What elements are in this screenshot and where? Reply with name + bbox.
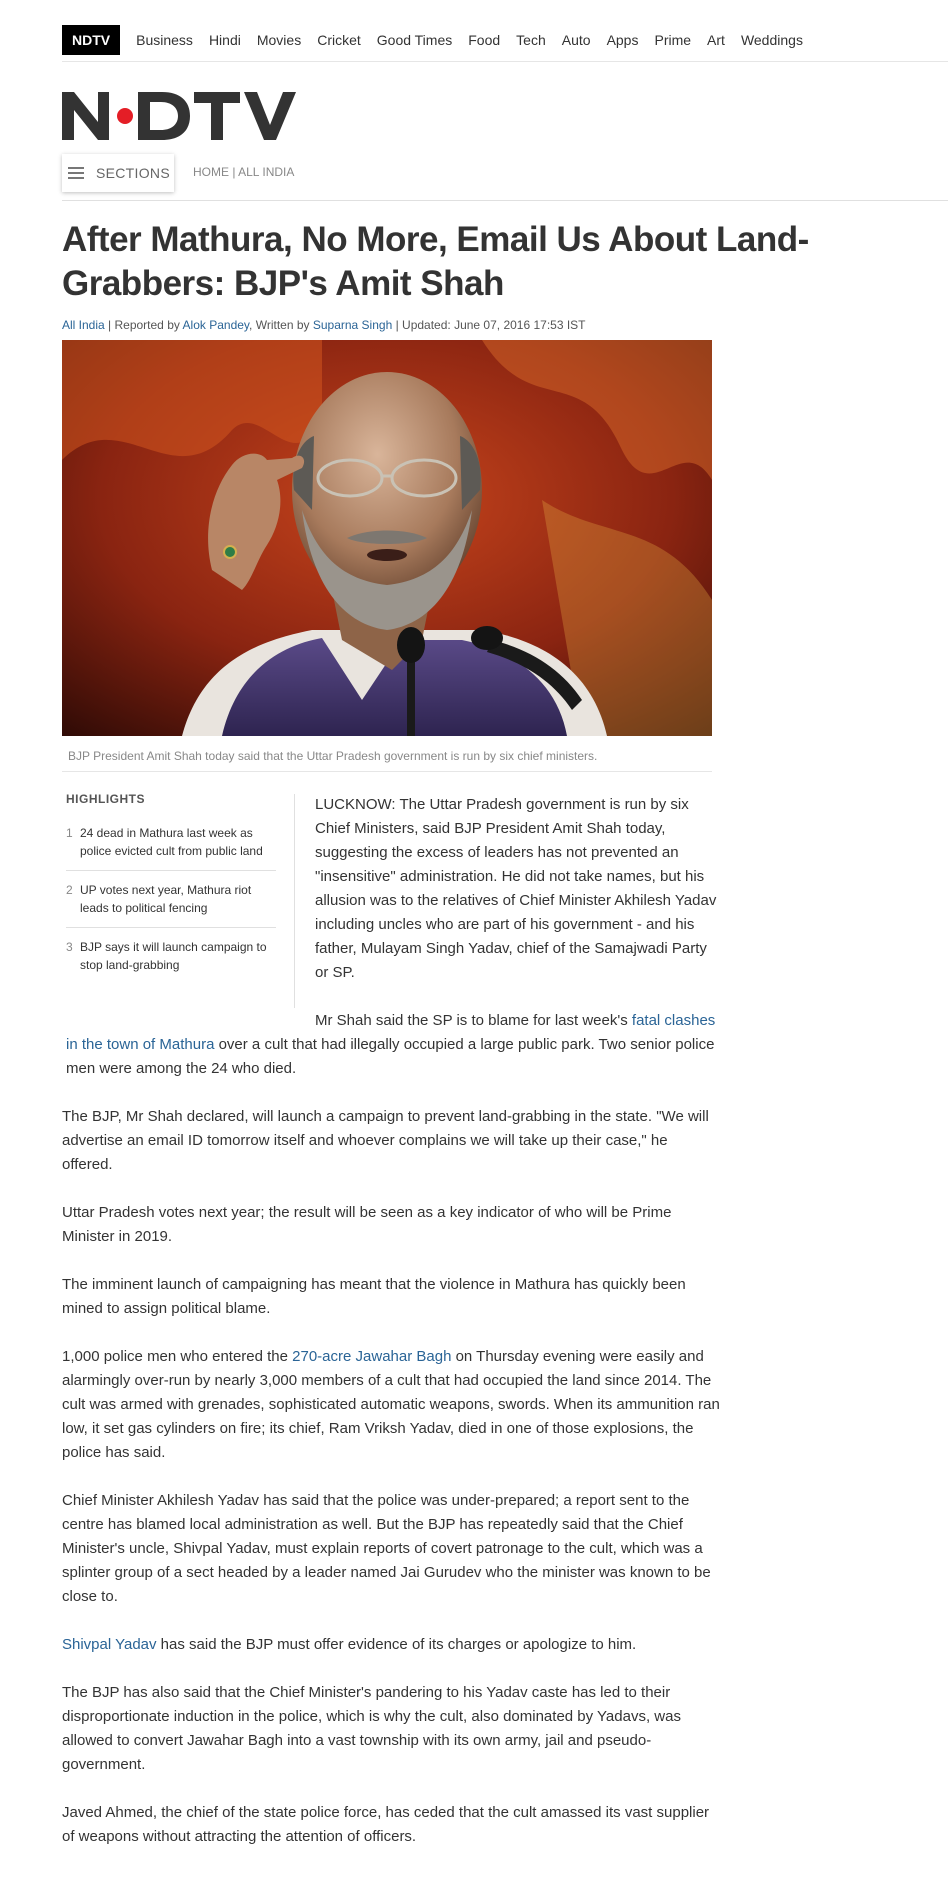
top-nav [62, 24, 948, 56]
article-paragraph: The BJP has also said that the Chief Minister's pandering to his Yadav caste has led to their disproportionate induction in the police, which is why the cult, also dominated by Yadavs, was allowed to convert Jawahar Bagh into a vast township with its own army, jail and pseudo-government. [62, 1684, 681, 1773]
nav-link-movies[interactable]: Movies [256, 32, 302, 48]
jawahar-bagh-link[interactable]: 270-acre Jawahar Bagh [292, 1348, 452, 1365]
article-lead-paragraph: LUCKNOW: The Uttar Pradesh government is run by six Chief Ministers, said BJP President Amit Shah today, suggesting the excess of leaders has not prevented an "insensitive" administration. He did not take names, but his allusion was to the relatives of Chief Minister Akhilesh Yadav including uncles who are part of his government - and his father, Mulayam Singh Yadav, chief of the Samajwadi Party or SP. [315, 796, 717, 981]
highlight-item [66, 824, 276, 871]
nav-link-weddings[interactable]: Weddings [740, 32, 803, 48]
article-byline [62, 318, 586, 332]
nav-link-hindi[interactable]: Hindi [208, 32, 241, 48]
mathura-clashes-link[interactable]: fatal clashes in the town of Mathura [66, 1012, 716, 1053]
photo-ring [224, 546, 236, 558]
paragraph-text: on Thursday evening were easily and alarmingly over-run by nearly 3,000 members of a cult that had occupied the land since 2014. The cult was armed with grenades, sophisticated automatic weapons, swords. When its ammunition ran low, it set gas cylinders on fire; its chief, Ram Vriksh Yadav, died in one of those explosions, the police has said. [62, 1348, 720, 1461]
photo-caption: BJP President Amit Shah today said that the Uttar Pradesh government is run by six chief ministers. [68, 749, 598, 763]
highlight-text: UP votes next year, Mathura riot leads to political fencing [80, 883, 252, 915]
byline-reporter-link[interactable]: Alok Pandey [182, 318, 250, 332]
article-paragraph [62, 1345, 722, 1465]
byline-writer-link[interactable]: Suparna Singh [312, 318, 393, 332]
highlight-text: BJP says it will launch campaign to stop land-grabbing [80, 940, 267, 972]
byline-category-link[interactable]: All India [62, 318, 105, 332]
paragraph-text: Mr Shah said the SP is to blame for last week's [315, 1012, 632, 1029]
article-paragraph [66, 1009, 720, 1081]
top-nav-links [136, 25, 819, 55]
byline-written-prefix: , Written by [249, 318, 313, 332]
article-paragraph: Chief Minister Akhilesh Yadav has said that the police was under-prepared; a report sent to the centre has blamed local administration as well. But the BJP has repeatedly said that the Chief Minister's uncle, Shivpal Yadav, must explain reports of covert patronage to the cult, which was a splinter group of a sect headed by a leader named Jai Gurudev who the minister was known to be close to. [62, 1492, 711, 1605]
nav-link-business[interactable]: Business [136, 32, 193, 48]
nav-link-cricket[interactable]: Cricket [317, 32, 361, 48]
breadcrumb-divider [62, 200, 948, 201]
nav-link-good-times[interactable]: Good Times [376, 32, 453, 48]
article-headline: After Mathura, No More, Email Us About Land-Grabbers: BJP's Amit Shah [62, 220, 809, 303]
sections-button[interactable] [62, 154, 174, 192]
article-paragraph: Javed Ahmed, the chief of the state police force, has ceded that the cult amassed its vast supplier of weapons without attracting the attention of officers. [62, 1804, 710, 1845]
article-paragraph: Uttar Pradesh votes next year; the result will be seen as a key indicator of who will be Prime Minister in 2019. [62, 1204, 672, 1245]
sections-label: SECTIONS [96, 165, 170, 181]
highlights-title: HIGHLIGHTS [66, 792, 145, 806]
photo-mouth [367, 549, 407, 561]
nav-link-prime[interactable]: Prime [654, 32, 692, 48]
byline-reported-prefix: | Reported by [104, 318, 183, 332]
top-nav-divider [62, 61, 948, 62]
logo-letter-t [194, 92, 240, 140]
hamburger-icon [68, 167, 84, 179]
top-nav-brand[interactable]: NDTV [62, 25, 120, 55]
shivpal-yadav-link[interactable]: Shivpal Yadav [62, 1636, 157, 1653]
highlights-box [66, 792, 276, 994]
highlight-text: 24 dead in Mathura last week as police evicted cult from public land [80, 826, 263, 858]
logo-letter-n [62, 92, 109, 140]
highlight-number: 2 [66, 883, 73, 897]
paragraph-text: over a cult that had illegally occupied a large public park. Two senior police men were among the 24 who died. [66, 1036, 715, 1077]
article-photo [62, 340, 712, 736]
article-paragraph [62, 1633, 722, 1657]
logo-letter-v [244, 92, 296, 140]
nav-link-tech[interactable]: Tech [516, 32, 546, 48]
nav-link-food[interactable]: Food [468, 32, 501, 48]
byline-updated: | Updated: June 07, 2016 17:53 IST [392, 318, 586, 332]
article-paragraph: The imminent launch of campaigning has meant that the violence in Mathura has quickly been mined to assign political blame. [62, 1276, 686, 1317]
nav-link-apps[interactable]: Apps [606, 32, 639, 48]
nav-link-auto[interactable]: Auto [561, 32, 591, 48]
highlight-item [66, 938, 276, 984]
logo-letter-d [138, 92, 190, 140]
paragraph-text: 1,000 police men who entered the [62, 1348, 293, 1365]
paragraph-text: has said the BJP must offer evidence of its charges or apologize to him. [156, 1636, 637, 1653]
caption-divider [62, 771, 712, 772]
article-paragraph: The BJP, Mr Shah declared, will launch a campaign to prevent land-grabbing in the state. "We will advertise an email ID tomorrow itself and whoever complains we will take up their case," he offered. [62, 1108, 709, 1173]
breadcrumb[interactable]: HOME | ALL INDIA [193, 165, 295, 179]
highlights-divider [294, 794, 295, 1008]
highlight-number: 1 [66, 826, 73, 840]
highlight-item [66, 881, 276, 928]
highlight-number: 3 [66, 940, 73, 954]
logo-red-dot [117, 108, 133, 124]
ndtv-logo[interactable] [62, 92, 296, 140]
nav-link-art[interactable]: Art [707, 32, 725, 48]
